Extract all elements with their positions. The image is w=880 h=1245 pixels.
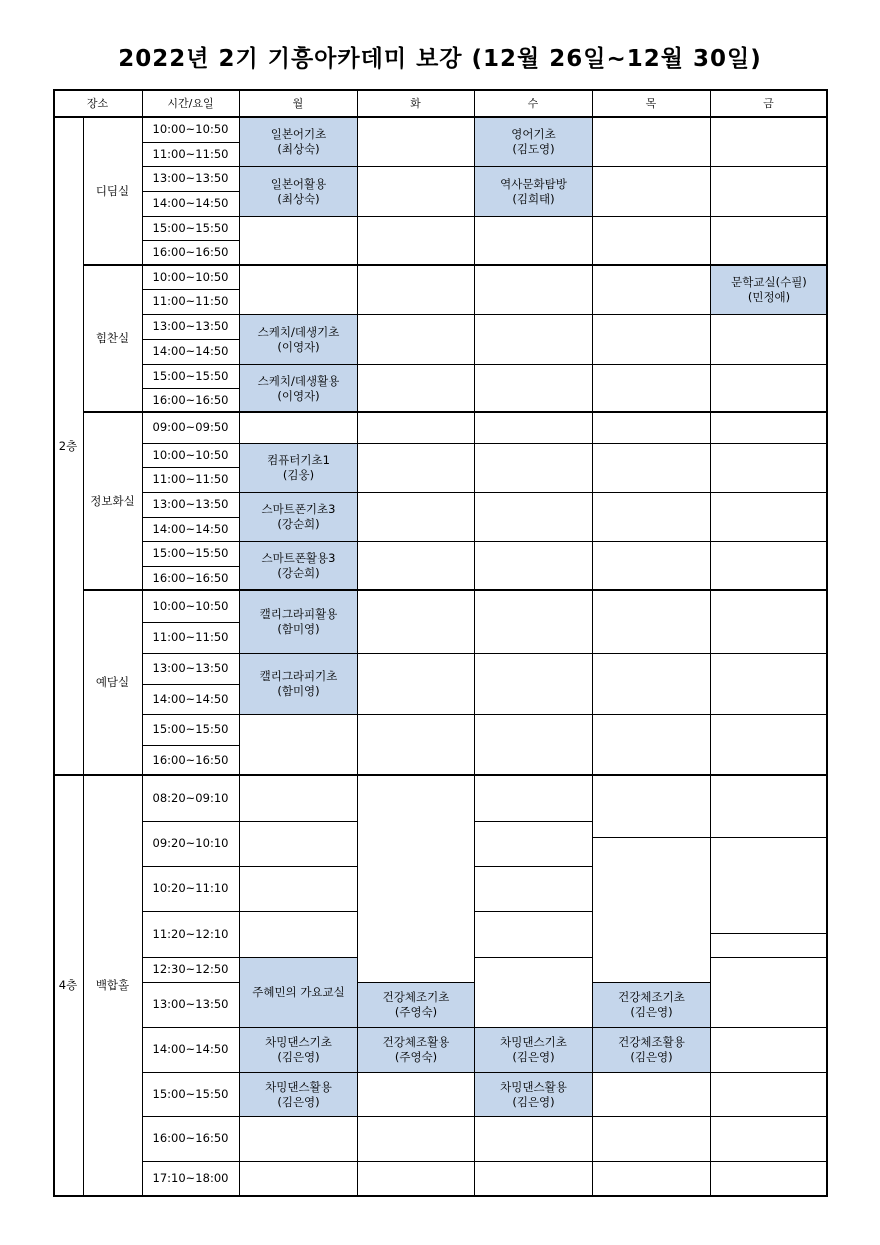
cell-line [474, 1072, 592, 1073]
cell-line [592, 653, 710, 654]
cell-line [357, 1161, 474, 1162]
time-slot: 11:00~11:50 [152, 472, 229, 486]
cell-line [357, 364, 474, 365]
cell-line [239, 911, 357, 912]
column-line [239, 89, 240, 117]
class-teacher: (김은영) [277, 1094, 320, 1109]
cell-line [592, 837, 710, 838]
class-name: 스마트폰활용3 [261, 551, 336, 565]
class-name: 건강체조기초 [618, 990, 685, 1004]
cell-line [474, 1116, 592, 1117]
class-teacher: (최상숙) [277, 191, 320, 206]
time-slot: 13:00~13:50 [152, 319, 229, 333]
cell-line [357, 1027, 474, 1028]
class-name: 차밍댄스기초 [265, 1035, 332, 1049]
class-block [711, 266, 827, 314]
cell-line [710, 957, 827, 958]
column-line [474, 89, 475, 117]
class-name: 주혜민의 가요교실 [252, 985, 345, 999]
time-row-line [142, 1161, 239, 1162]
time-slot: 13:00~13:50 [152, 997, 229, 1011]
cell-line [474, 866, 592, 867]
class-name: 차밍댄스활용 [265, 1079, 332, 1094]
time-row-line [142, 821, 239, 822]
cell-line [474, 314, 592, 315]
class-block [240, 365, 357, 412]
cell-line [710, 364, 827, 365]
cell-line [592, 541, 710, 542]
time-row-line [142, 1027, 239, 1028]
cell-line [592, 714, 710, 715]
class-block [240, 654, 357, 714]
cell-line [474, 653, 592, 654]
time-row-line [142, 866, 239, 867]
time-slot: 15:00~15:50 [152, 1086, 229, 1101]
cell-line [710, 443, 827, 444]
time-row-line [142, 1072, 239, 1073]
class-name: 캘리그라피활용 [259, 607, 338, 621]
cell-line [710, 590, 827, 591]
class-teacher: (최상숙) [277, 142, 320, 156]
time-slot: 12:30~12:50 [152, 962, 229, 976]
time-slot: 17:10~18:00 [152, 1171, 229, 1185]
class-teacher: (주영숙) [394, 1050, 438, 1064]
table-border [826, 89, 828, 1196]
room-label: 백합홀 [95, 978, 130, 992]
class-teacher: (함미영) [277, 684, 320, 698]
time-row-line [142, 492, 239, 493]
time-slot: 13:00~13:50 [152, 171, 229, 185]
class-block [240, 542, 357, 590]
time-slot: 16:00~16:50 [152, 570, 229, 585]
class-block [475, 1073, 592, 1116]
time-row-line [142, 714, 239, 715]
class-block [240, 591, 357, 653]
cell-line [239, 314, 357, 315]
time-row-line [142, 265, 239, 266]
cell-line [239, 957, 357, 958]
class-block [358, 1028, 474, 1072]
cell-line [474, 492, 592, 493]
time-slot: 11:00~11:50 [152, 630, 229, 644]
class-block [240, 444, 357, 492]
column-line [592, 89, 593, 117]
time-slot: 14:00~14:50 [152, 691, 229, 706]
time-row-line [142, 314, 239, 315]
cell-line [239, 1116, 357, 1117]
time-slot: 08:20~09:10 [152, 790, 229, 805]
column-line [357, 117, 358, 1196]
class-block [475, 1028, 592, 1072]
time-slot: 15:00~15:50 [152, 546, 229, 560]
cell-line [474, 541, 592, 542]
cell-line [474, 265, 592, 266]
cell-line [239, 1161, 357, 1162]
cell-line [239, 866, 357, 867]
class-teacher: (이영자) [277, 388, 320, 403]
header-place: 장소 [86, 96, 109, 110]
cell-line [710, 314, 827, 315]
room-label: 디딤실 [95, 183, 130, 198]
cell-line [592, 1027, 710, 1028]
time-slot: 14:00~14:50 [152, 1042, 229, 1056]
class-name: 컴퓨터기초1 [267, 453, 330, 467]
time-slot: 15:00~15:50 [152, 220, 229, 235]
cell-line [239, 443, 357, 444]
cell-line [710, 714, 827, 715]
time-row-line [142, 684, 239, 685]
time-slot: 11:20~12:10 [152, 926, 229, 941]
cell-line [357, 1116, 474, 1117]
cell-line [357, 590, 474, 591]
column-line [239, 117, 240, 1196]
cell-line [239, 653, 357, 654]
cell-line [592, 265, 710, 266]
column-line [83, 117, 84, 1196]
cell-line [357, 443, 474, 444]
class-block [593, 983, 710, 1027]
cell-line [239, 492, 357, 493]
cell-line [239, 775, 357, 776]
cell-line [357, 314, 474, 315]
cell-line [474, 1161, 592, 1162]
cell-line [357, 492, 474, 493]
cell-line [239, 590, 357, 591]
cell-line [710, 775, 827, 776]
cell-line [357, 1072, 474, 1073]
time-row-line [142, 339, 239, 340]
class-teacher: (함미영) [277, 622, 320, 636]
class-name: 일본어활용 [270, 176, 327, 191]
time-row-line [142, 982, 239, 983]
cell-line [357, 982, 474, 983]
cell-line [474, 1027, 592, 1028]
time-row-line [142, 166, 239, 167]
cell-line [357, 653, 474, 654]
time-row-line [142, 142, 239, 143]
column-line [142, 89, 143, 117]
time-row-line [142, 443, 239, 444]
class-block [240, 1028, 357, 1072]
time-slot: 09:00~09:50 [152, 420, 229, 434]
class-name: 일본어기초 [270, 127, 327, 141]
cell-line [592, 216, 710, 217]
room-label: 정보화실 [90, 493, 135, 508]
column-line [474, 117, 475, 1196]
cell-line [239, 821, 357, 822]
time-row-line [142, 388, 239, 389]
table-border [53, 89, 55, 1196]
header-day-4: 금 [763, 96, 774, 110]
time-row-line [142, 517, 239, 518]
time-slot: 09:20~10:10 [152, 836, 229, 850]
class-teacher: (민정애) [747, 290, 791, 304]
cell-line [239, 412, 357, 413]
cell-line [592, 590, 710, 591]
class-block [358, 983, 474, 1027]
class-teacher: (김희태) [512, 191, 555, 206]
cell-line [710, 1027, 827, 1028]
room-label: 예담실 [95, 675, 130, 689]
time-slot: 10:00~10:50 [152, 269, 229, 284]
cell-line [710, 216, 827, 217]
class-teacher: (주영숙) [394, 1005, 438, 1019]
time-slot: 13:00~13:50 [152, 497, 229, 511]
time-row-line [142, 541, 239, 542]
class-teacher: (김도영) [512, 142, 555, 156]
cell-line [357, 541, 474, 542]
time-slot: 13:00~13:50 [152, 661, 229, 675]
time-row-line [142, 745, 239, 746]
cell-line [474, 364, 592, 365]
time-slot: 14:00~14:50 [152, 521, 229, 536]
class-block [240, 1073, 357, 1116]
class-teacher: (김은영) [512, 1094, 555, 1109]
time-slot: 15:00~15:50 [152, 368, 229, 383]
cell-line [592, 443, 710, 444]
cell-line [710, 166, 827, 167]
header-time: 시간/요일 [167, 96, 214, 110]
cell-line [474, 412, 592, 413]
class-block [240, 118, 357, 166]
cell-line [474, 714, 592, 715]
class-teacher: (김은영) [512, 1050, 555, 1064]
cell-line [239, 265, 357, 266]
time-row-line [142, 216, 239, 217]
cell-line [357, 775, 474, 776]
time-slot: 16:00~16:50 [152, 245, 229, 259]
class-teacher: (김은영) [630, 1005, 673, 1019]
class-name: 차밍댄스활용 [500, 1079, 567, 1094]
floor-label: 2층 [58, 438, 78, 453]
cell-line [239, 1072, 357, 1073]
cell-line [592, 166, 710, 167]
cell-line [592, 314, 710, 315]
class-teacher: (김은영) [277, 1050, 320, 1064]
cell-line [474, 775, 592, 776]
cell-line [592, 492, 710, 493]
cell-line [592, 775, 710, 776]
time-row-line [142, 622, 239, 623]
time-slot: 10:00~10:50 [152, 122, 229, 136]
cell-line [474, 911, 592, 912]
time-slot: 16:00~16:50 [152, 1131, 229, 1145]
class-block [475, 167, 592, 216]
time-slot: 10:00~10:50 [152, 598, 229, 613]
class-block [240, 167, 357, 216]
cell-line [710, 1161, 827, 1162]
cell-line [592, 982, 710, 983]
cell-line [710, 412, 827, 413]
class-name: 스케치/데생기초 [257, 324, 340, 339]
time-row-line [142, 191, 239, 192]
cell-line [357, 166, 474, 167]
cell-line [239, 216, 357, 217]
cell-line [710, 933, 827, 934]
class-block [593, 1028, 710, 1072]
header-day-0: 월 [292, 96, 304, 110]
time-row-line [142, 240, 239, 241]
time-row-line [142, 775, 239, 776]
cell-line [357, 714, 474, 715]
cell-line [710, 653, 827, 654]
time-row-line [142, 467, 239, 468]
time-row-line [142, 957, 239, 958]
cell-line [710, 541, 827, 542]
cell-line [592, 364, 710, 365]
cell-line [592, 412, 710, 413]
cell-line [592, 1072, 710, 1073]
page-title: 2022년 2기 기흥아카데미 보강 (12월 26일~12월 30일) [118, 46, 762, 72]
class-name: 스마트폰기초3 [261, 502, 336, 516]
time-slot: 16:00~16:50 [152, 752, 229, 767]
class-name: 스케치/데생활용 [257, 373, 340, 388]
class-teacher: (강순희) [277, 517, 320, 531]
floor-label: 4층 [58, 978, 78, 992]
time-slot: 10:20~11:10 [152, 881, 229, 895]
class-name: 차밍댄스기초 [500, 1035, 567, 1049]
class-name: 건강체조활용 [382, 1035, 450, 1049]
cell-line [710, 492, 827, 493]
class-block [240, 315, 357, 364]
cell-line [357, 412, 474, 413]
table-border [53, 1195, 828, 1197]
column-line [142, 117, 143, 1196]
class-name: 역사문화탐방 [500, 176, 567, 191]
cell-line [474, 821, 592, 822]
cell-line [474, 443, 592, 444]
class-name: 캘리그라피기초 [259, 669, 338, 683]
class-teacher: (강순희) [277, 566, 320, 580]
cell-line [239, 364, 357, 365]
cell-line [592, 1116, 710, 1117]
time-row-line [142, 911, 239, 912]
cell-line [474, 216, 592, 217]
header-day-3: 목 [645, 96, 657, 110]
cell-line [357, 265, 474, 266]
class-block [240, 958, 357, 1027]
time-slot: 10:00~10:50 [152, 447, 229, 462]
time-row-line [142, 566, 239, 567]
class-name: 문학교실(수필) [731, 275, 807, 289]
time-slot: 16:00~16:50 [152, 392, 229, 407]
time-row-line [142, 364, 239, 365]
time-row-line [142, 412, 239, 413]
class-teacher: (김웅) [282, 468, 315, 482]
class-teacher: (이영자) [277, 339, 320, 354]
room-label: 힘찬실 [95, 331, 130, 345]
class-teacher: (김은영) [630, 1050, 673, 1064]
cell-line [239, 541, 357, 542]
cell-line [710, 1072, 827, 1073]
time-row-line [142, 289, 239, 290]
column-line [592, 117, 593, 1196]
cell-line [474, 166, 592, 167]
cell-line [592, 1161, 710, 1162]
column-line [710, 89, 711, 117]
cell-line [474, 590, 592, 591]
header-day-1: 화 [410, 96, 421, 110]
class-name: 건강체조기초 [382, 990, 450, 1004]
class-name: 건강체조활용 [618, 1035, 685, 1049]
cell-line [357, 216, 474, 217]
time-slot: 15:00~15:50 [152, 722, 229, 736]
class-block [240, 493, 357, 541]
cell-line [239, 1027, 357, 1028]
cell-line [239, 714, 357, 715]
class-name: 영어기초 [511, 127, 556, 141]
time-row-line [142, 653, 239, 654]
cell-line [710, 1116, 827, 1117]
time-slot: 14:00~14:50 [152, 344, 229, 358]
time-row-line [142, 1116, 239, 1117]
class-block [475, 118, 592, 166]
cell-line [474, 957, 592, 958]
time-slot: 11:00~11:50 [152, 294, 229, 308]
header-day-2: 수 [527, 96, 539, 110]
cell-line [710, 265, 827, 266]
time-slot: 11:00~11:50 [152, 146, 229, 161]
column-line [357, 89, 358, 117]
time-slot: 14:00~14:50 [152, 196, 229, 210]
time-row-line [142, 590, 239, 591]
cell-line [710, 837, 827, 838]
column-line [710, 117, 711, 1196]
cell-line [239, 166, 357, 167]
